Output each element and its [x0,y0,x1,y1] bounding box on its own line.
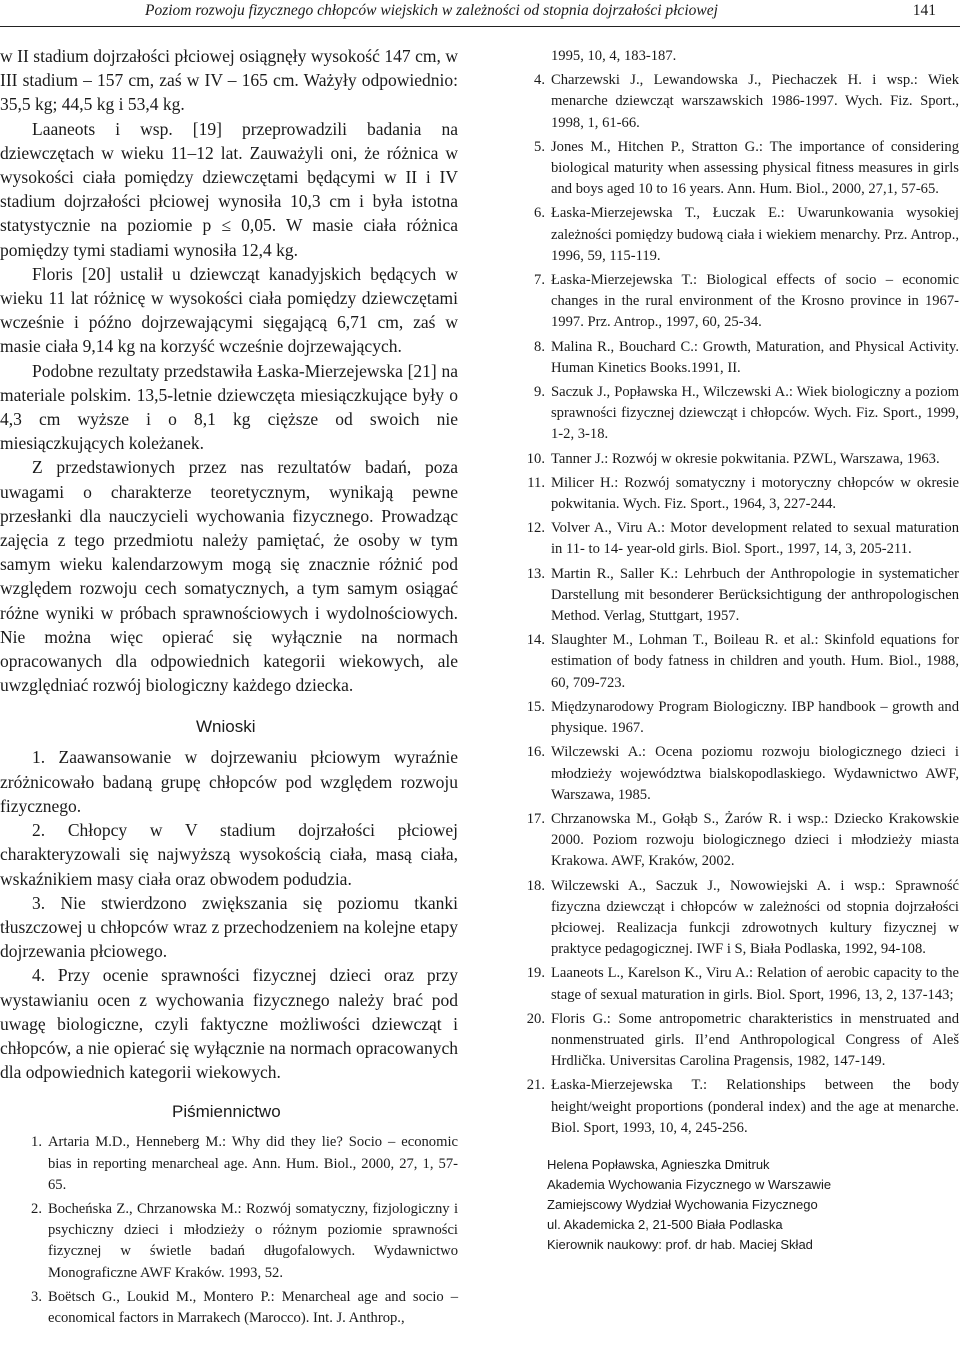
reference-item [521,697,959,739]
conclusion-item: 4. Przy ocenie sprawności fizycznej dzieci oraz przy wystawianiu ocen z wychowania fizycznego należy brać pod uwagę biologiczne, czyli faktyczne możliwości dziewcząt i chłopców, a nie opierać się wyłącznie na normach opracowanych dla odpowiednich kategorii wiekowych. [0,965,458,1083]
reference-item [0,1287,458,1329]
reference-item [521,518,959,560]
reference-item [521,337,959,379]
reference-text: Saczuk J., Popławska H., Wilczewski A.: Wiek biologiczny a poziom sprawności fizycznej dziewcząt i chłopców. Wych. Fiz. Sport., 1999, 1-2, 3-18. [551,384,959,443]
reference-item [521,963,959,1005]
reference-list [0,1132,458,1329]
reference-number: 19. [526,965,545,982]
body-paragraph: Z przedstawionych przez nas rezultatów badań, poza uwagami o charakterze teoretycznym, wynikają pewne przesłanki dla nauczycieli wychowania fizycznego. Prowadząc zajęcia z tego przedmiotu należy pamiętać, że osoby w tym samym wieku kalendarzowym mogą się znacznie różnić pod względem rozwoju cech somatycznych, a tym samym osiągać różne wyniki w próbach sprawnościowych i wydolnościowych. Nie można więc opierać się wyłącznie na normach opracowanych dla odpowiednich kategorii wiekowych, ale uwzględniać rozwój biologiczny każdego dziecka. [0,457,458,696]
reference-number: 9. [534,384,545,401]
reference-number: 20. [526,1010,545,1027]
reference-number: 1. [31,1134,42,1151]
reference-number: 11. [527,474,545,491]
reference-item [521,137,959,201]
reference-item [521,564,959,628]
conclusions-heading: Wnioski [196,717,256,737]
reference-item [521,70,959,134]
running-title: Poziom rozwoju fizycznego chłopców wiejskich w zależności od stopnia dojrzałości płciowej [145,2,718,19]
reference-number: 3. [31,1288,42,1305]
reference-item [521,630,959,694]
reference-item [521,742,959,806]
reference-text: Floris G.: Some antropometric charakteristics in menstruated and nonmenstruated girls. Il’end Anthropological Congress of Aleš Hrdlička. Universitas Carolina Pragensis, 1982, 147-149. [551,1010,959,1070]
reference-number: 21. [526,1077,545,1094]
reference-number: 13. [526,565,545,582]
affiliation-line: Akademia Wychowania Fizycznego w Warszawie [547,1176,832,1192]
reference-text: Łaska-Mierzejewska T., Łuczak E.: Uwarunkowania wysokiej zależności pomiędzy budową ciała i wiekiem menarchy. Prz. Antrop., 1996, 59, 115-119. [551,205,959,264]
reference-text: Wilczewski A., Saczuk J., Nowowiejski A. i wsp.: Sprawność fizyczna dziewcząt i chłopców w zależności od stopnia dojrzałości płciowej. Realizacja funkcji zdrowotnych kultury fizycznej w praktyce pedagogicznej. IWF i S, Biała Podlaska, 1992, 94-108. [551,877,959,958]
reference-list [521,70,959,1139]
reference-text: Milicer H.: Rozwój somatyczny i motoryczny chłopców w okresie pokwitania. Wych. Fiz. Sport., 1964, 3, 227-244. [551,474,959,513]
reference-continuation: 1995, 10, 4, 183-187. [551,48,677,64]
reference-number: 10. [526,450,545,467]
reference-item [521,449,959,470]
left-column [0,44,458,1332]
affiliation-line: ul. Akademicka 2, 21-500 Biała Podlaska [547,1216,783,1232]
reference-text: Bocheńska Z., Chrzanowska M.: Rozwój somatyczny, fizjologiczny i psychiczny dzieci i młodzieży o różnym poziomie sprawności fizycznej w świetle badań długofalowych. Wydawnictwo Monograficzne AWF Kraków. 1993, 52. [48,1200,458,1281]
reference-text: Tanner J.: Rozwój w okresie pokwitania. PZWL, Warszawa, 1963. [551,450,940,467]
reference-text: Boëtsch G., Loukid M., Montero P.: Menarcheal age and socio – economical factors in Marrakech (Marocco). Int. J. Anthrop., [48,1288,458,1326]
reference-text: Malina R., Bouchard C.: Growth, Maturation, and Physical Activity. Human Kinetics Books.1991, II. [551,338,959,376]
references-heading: Piśmiennictwo [172,1102,281,1122]
reference-number: 17. [526,810,545,827]
reference-text: Wilczewski A.: Ocena poziomu rozwoju biologicznego dzieci i młodzieży województwa bialskopodlaskiego. Wydawnictwo AWF, Warszawa, 1985. [551,744,959,803]
reference-number: 7. [534,272,545,289]
reference-item [0,1132,458,1196]
reference-number: 12. [526,520,545,537]
reference-text: Volver A., Viru A.: Motor development related to sexual maturation in 11- to 14- year-old girls. Biol. Sport., 1997, 14, 3, 205-211. [551,520,959,558]
reference-item [521,473,959,515]
conclusion-item: 1. Zaawansowanie w dojrzewaniu płciowym wyraźnie zróżnicowało badaną grupę chłopców pod względem rozwoju fizycznego. [0,747,458,816]
conclusion-item: 2. Chłopcy w V stadium dojrzałości płciowej charakteryzowali się najwyższą wysokością ciała, masą ciała, wskaźnikiem masy ciała oraz obwodem podudzia. [0,820,458,889]
body-paragraph: Laaneots i wsp. [19] przeprowadzili badania na dziewczętach w wieku 11–12 lat. Zauważyli oni, że różnica w wysokości ciała pomiędzy dziewczętami będącymi w II i IV stadium dojrzałości płciowej wynosiła 10,3 cm i była istotna statystycznie na poziomie p ≤ 0,05. W masie ciała różnica pomiędzy tymi stadiami wynosiła 12,4 kg. [0,118,458,260]
affiliation-line: Zamiejscowy Wydział Wychowania Fizycznego [547,1196,818,1212]
author-affiliation [521,1155,959,1255]
reference-text: Międzynarodowy Program Biologiczny. IBP handbook – growth and physique. 1967. [551,698,959,737]
reference-number: 15. [526,698,545,715]
reference-number: 5. [534,138,545,155]
reference-text: Łaska-Mierzejewska T.: Biological effects of socio – economic changes in the rural environment of the Krosno province in 1967-1997. Prz. Antrop., 1997, 60, 25-34. [551,272,959,331]
reference-number: 8. [534,338,545,355]
reference-text: Artaria M.D., Henneberg M.: Why did they lie? Socio – economic bias in reporting menarcheal age. Ann. Hum. Biol., 2000, 27, 1, 57-65. [48,1134,458,1193]
page-number: 141 [912,2,936,19]
reference-text: Jones M., Hitchen P., Stratton G.: The importance of considering biological maturity when assessing physical fitness measures in girls and boys aged 10 to 16 years. Ann. Hum. Biol., 2000, 27,1, 57-65. [551,138,959,198]
reference-number: 2. [31,1200,42,1217]
reference-item [521,876,959,961]
reference-item [521,382,959,446]
reference-item [521,270,959,334]
running-header [0,0,960,27]
reference-text: Laaneots L., Karelson K., Viru A.: Relation of aerobic capacity to the stage of sexual maturation in girls. Biol. Sport, 1996, 13, 2, 137-143; [551,965,959,1003]
reference-number: 4. [534,72,545,89]
body-paragraph: Floris [20] ustalił u dziewcząt kanadyjskich będących w wieku 11 lat różnicę w wysokości ciała pomiędzy dziewczętami wcześnie i późno dojrzewającymi sięgającą 6,71 cm, zaś w masie ciała 9,14 kg na korzyść wcześnie dojrzewających. [0,263,458,357]
reference-item [0,1199,458,1284]
body-paragraph: Podobne rezultaty przedstawiła Łaska-Mierzejewska [21] na materiale polskim. 13,5-letnie dziewczęta miesiączkujące były o 4,3 cm wyższe i o 8,1 kg cięższe od swoich nie miesiączkujących koleżanek. [0,360,458,454]
conclusion-item: 3. Nie stwierdzono zwiększania się poziomu tkanki tłuszczowej u chłopców wraz z przechodzeniem na kolejne etapy dojrzewania płciowego. [0,892,458,962]
reference-number: 6. [534,205,545,222]
reference-item [521,809,959,873]
reference-text: Łaska-Mierzejewska T.: Relationships between the body height/weight proportions (ponderal index) and the age at menarche. Biol. Sport, 1993, 10, 4, 245-256. [551,1077,959,1136]
affiliation-line: Helena Popławska, Agnieszka Dmitruk [547,1156,770,1172]
reference-number: 14. [526,632,545,649]
reference-text: Martin R., Saller K.: Lehrbuch der Anthropologie in systematicher Darstellung mit besonderer Berücksichtigung der anthropologischen Method. Verlag, Stuttgart, 1957. [551,565,959,625]
reference-item [521,1009,959,1073]
reference-text: Charzewski J., Lewandowska J., Piechaczek H. i wsp.: Wiek menarche dziewcząt warszawskich 1986-1997. Wych. Fiz. Sport., 1998, 1, 61-66. [551,72,959,131]
affiliation-line: Kierownik naukowy: prof. dr hab. Maciej Skład [547,1236,813,1252]
body-paragraph: w II stadium dojrzałości płciowej osiągnęły wysokość 147 cm, w III stadium – 157 cm, zaś w IV – 165 cm. Ważyły odpowiednio: 35,5 kg; 44,5 kg i 53,4 kg. [0,46,458,115]
reference-item [521,203,959,267]
reference-text: Slaughter M., Lohman T., Boileau R. et al.: Skinfold equations for estimation of body fatness in children and youth. Hum. Biol., 1988, 60, 709-723. [551,632,959,691]
right-column [521,46,959,1255]
reference-text: Chrzanowska M., Gołąb S., Żarów R. i wsp.: Dziecko Krakowskie 2000. Poziom rozwoju biologicznego dzieci i młodzieży miasta Krakowa. AWF, Kraków, 2002. [551,810,959,870]
reference-number: 18. [526,877,545,894]
reference-number: 16. [526,744,545,761]
reference-item [521,1075,959,1139]
